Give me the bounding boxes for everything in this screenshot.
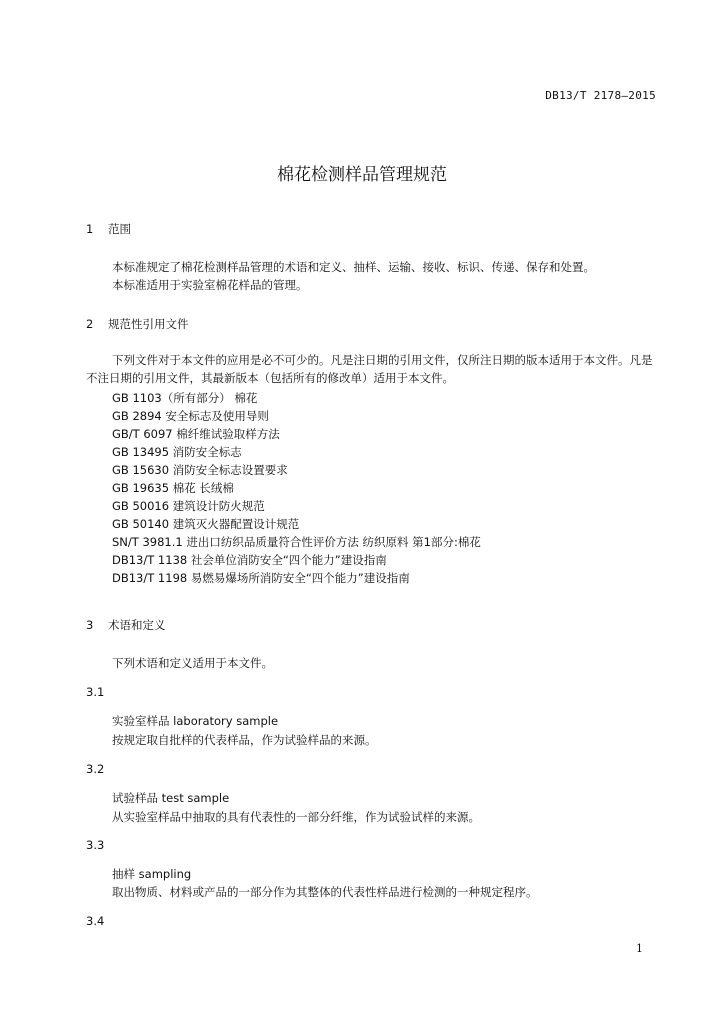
section-number: 2 <box>86 317 94 331</box>
document-number: DB13/T 2178—2015 <box>545 89 656 102</box>
reference-item: DB13/T 1138 社会单位消防安全“四个能力”建设指南 <box>112 553 387 567</box>
term-definition: 取出物质、材料或产品的一部分作为其整体的代表性样品进行检测的一种规定程序。 <box>112 885 538 899</box>
subsection-number: 3.1 <box>86 685 105 699</box>
section-3-intro: 下列术语和定义适用于本文件。 <box>112 656 273 670</box>
reference-item: GB 13495 消防安全标志 <box>112 445 242 459</box>
term-title: 实验室样品 laboratory sample <box>112 714 279 728</box>
section-number: 1 <box>86 222 94 236</box>
term-title: 抽样 sampling <box>112 867 192 881</box>
section-1-heading <box>86 221 131 237</box>
reference-item: GB 1103（所有部分） 棉花 <box>112 391 258 405</box>
section-title: 范围 <box>108 222 131 236</box>
term-title: 试验样品 test sample <box>112 791 230 805</box>
section-3-heading <box>86 617 166 633</box>
reference-item: SN/T 3981.1 进出口纺织品质量符合性评价方法 纺织原料 第1部分:棉花 <box>112 535 481 549</box>
section-number: 3 <box>86 618 94 632</box>
section-1-paragraph-1: 本标准规定了棉花检测样品管理的术语和定义、抽样、运输、接收、标识、传递、保存和处置。 <box>112 260 595 274</box>
reference-item: GB 50140 建筑灭火器配置设计规范 <box>112 517 300 531</box>
reference-item: GB 2894 安全标志及使用导则 <box>112 409 269 423</box>
term-definition: 按规定取自批样的代表样品，作为试验样品的来源。 <box>112 733 377 747</box>
reference-item: GB 19635 棉花 长绒棉 <box>112 481 234 495</box>
section-title: 术语和定义 <box>108 618 166 632</box>
section-1-paragraph-2: 本标准适用于实验室棉花样品的管理。 <box>112 278 308 292</box>
page-number: 1 <box>636 942 643 955</box>
reference-item: GB 15630 消防安全标志设置要求 <box>112 463 288 477</box>
section-title: 规范性引用文件 <box>108 317 189 331</box>
section-2-intro: 下列文件对于本文件的应用是必不可少的。凡是注日期的引用文件，仅所注日期的版本适用于本文件。凡是不注日期的引用文件，其最新版本（包括所有的修改单）适用于本文件。 <box>86 353 653 385</box>
reference-item: DB13/T 1198 易燃易爆场所消防安全“四个能力”建设指南 <box>112 571 410 585</box>
reference-item: GB/T 6097 棉纤维试验取样方法 <box>112 427 280 441</box>
section-2-heading <box>86 316 189 332</box>
term-definition: 从实验室样品中抽取的具有代表性的一部分纤维，作为试验试样的来源。 <box>112 810 480 824</box>
subsection-number: 3.3 <box>86 838 105 852</box>
subsection-number: 3.4 <box>86 914 105 928</box>
subsection-number: 3.2 <box>86 762 105 776</box>
reference-item: GB 50016 建筑设计防火规范 <box>112 499 265 513</box>
document-title: 棉花检测样品管理规范 <box>277 165 447 185</box>
